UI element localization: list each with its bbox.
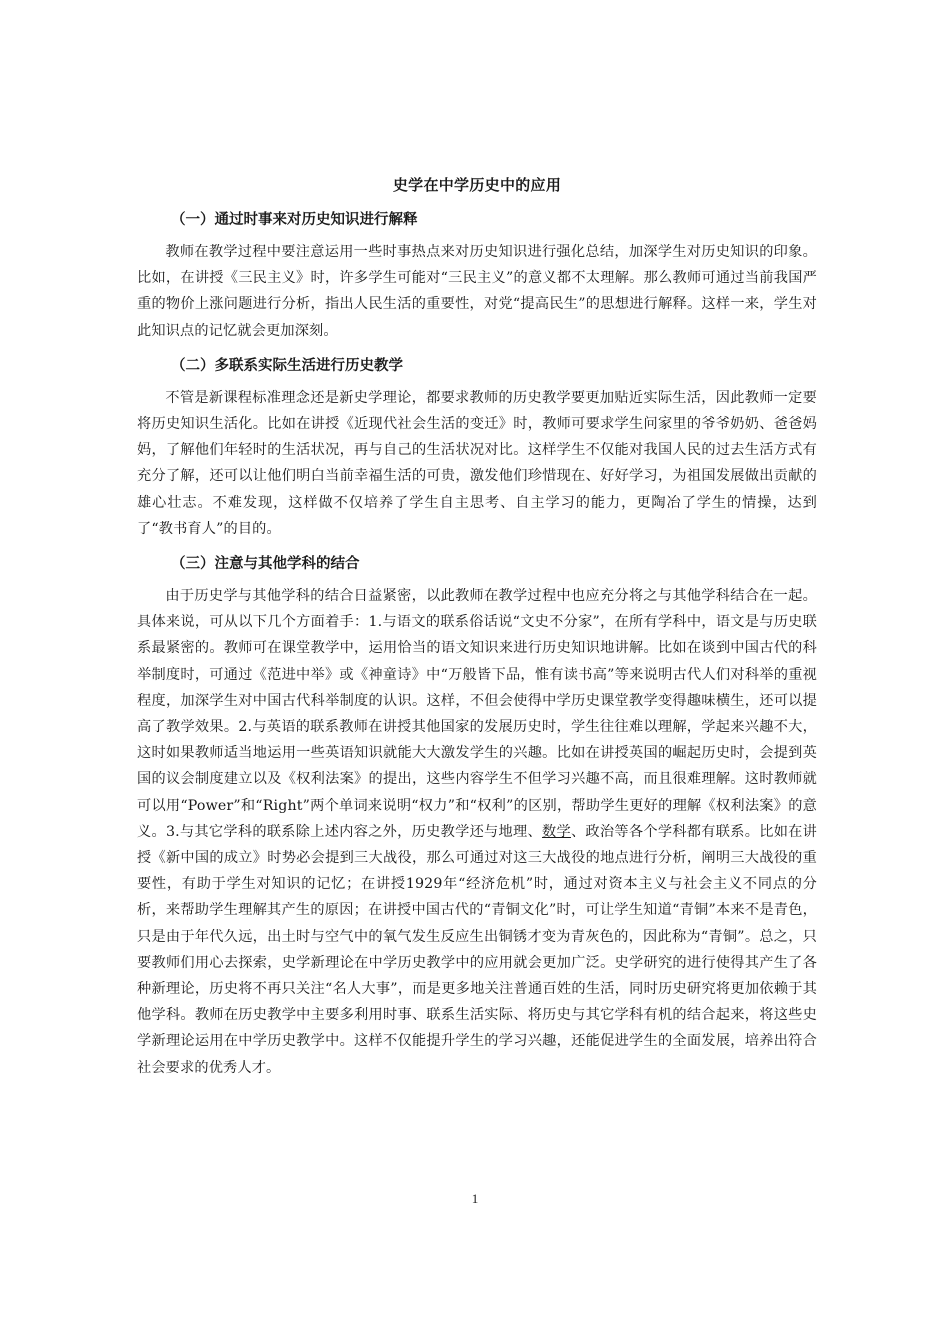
math-link[interactable]: 数学 (541, 823, 571, 840)
section-paragraph-3-part-2: 、政治等各个学科都有联系。比如在讲授《新中国的成立》时势必会提到三大战役，那么可通过对这三大战役的地点进行分析，阐明三大战役的重要性，有助于学生对知识的记忆；在讲授1929年“经济危机”时，通过对资本主义与社会主义不同点的分析，来帮助学生理解其产生的原因；在讲授中国古代的“青铜文化”时，可让学生知道“青铜”本来不是青色，只是由于年代久远，出土时与空气中的氧气发生反应生出铜锈才变为青灰色的，因此称为“青铜”。总之，只要教师们用心去探索，史学新理论在中学历史教学中的应用就会更加广泛。史学研究的进行使得其产生了各种新理论，历史将不再只关注“名人大事”，而是更多地关注普通百姓的生活，同时历史研究将更加依赖于其他学科。教师在历史教学中主要多利用时事、联系生活实际、将历史与其它学科有机的结合起来，将这些史学新理论运用在中学历史教学中。这样不仅能提升学生的学习兴趣，还能促进学生的全面发展，培养出符合社会要求的优秀人才。 (137, 823, 817, 1076)
section-heading-1: （一）通过时事来对历史知识进行解释 (171, 212, 418, 228)
document-body (137, 173, 817, 1090)
section-paragraph-3 (137, 583, 817, 1081)
section-heading-2: （二）多联系实际生活进行历史教学 (171, 357, 403, 374)
section-paragraph-2: 不管是新课程标准理念还是新史学理论，都要求教师的历史教学要更加贴近实际生活，因此教师一定要将历史知识生活化。比如在讲授《近现代社会生活的变迁》时，教师可要求学生问家里的爷爷奶奶、爸爸妈妈，了解他们年轻时的生活状况，再与自己的生活状况对比。这样学生不仅能对我国人民的过去生活方式有充分了解，还可以让他们明白当前幸福生活的可贵，激发他们珍惜现在、好好学习，为祖国发展做出贡献的雄心壮志。不难发现，这样做不仅培养了学生自主思考、自主学习的能力，更陶冶了学生的情操，达到了“教书育人”的目的。 (137, 389, 817, 537)
document-title: 史学在中学历史中的应用 (392, 176, 562, 194)
section-paragraph-3-part-1: 由于历史学与其他学科的结合日益紧密，以此教师在教学过程中也应充分将之与其他学科结合在一起。具体来说，可从以下几个方面着手：1.与语文的联系俗话说“文史不分家”，在所有学科中，语文是与历史联系最紧密的。教师可在课堂教学中，运用恰当的语文知识来进行历史知识地讲解。比如在谈到中国古代的科举制度时，可通过《范进中举》或《神童诗》中“万般皆下品，惟有读书高”等来说明古代人们对科举的重视程度，加深学生对中国古代科举制度的认识。这样，不但会使得中学历史课堂教学变得趣味横生，还可以提高了教学效果。2.与英语的联系教师在讲授其他国家的发展历史时，学生往往难以理解，学起来兴趣不大，这时如果教师适当地运用一些英语知识就能大大激发学生的兴趣。比如在讲授英国的崛起历史时，会提到英国的议会制度建立以及《权利法案》的提出，这些内容学生不但学习兴趣不高，而且很难理解。这时教师就可以用“Power”和“Right”两个单词来说明“权力”和“权利”的区别，帮助学生更好的理解《权利法案》的意义。3.与其它学科的联系除上述内容之外，历史教学还与地理、 (137, 588, 817, 840)
page-number: 1 (471, 1191, 479, 1206)
section-heading-3: （三）注意与其他学科的结合 (171, 556, 360, 573)
section-paragraph-1: 教师在教学过程中要注意运用一些时事热点来对历史知识进行强化总结，加深学生对历史知识的印象。比如，在讲授《三民主义》时，许多学生可能对“三民主义”的意义都不太理解。那么教师可通过当前我国严重的物价上涨问题进行分析，指出人民生活的重要性，对党“提高民生”的思想进行解释。这样一来，学生对此知识点的记忆就会更加深刻。 (137, 244, 817, 339)
